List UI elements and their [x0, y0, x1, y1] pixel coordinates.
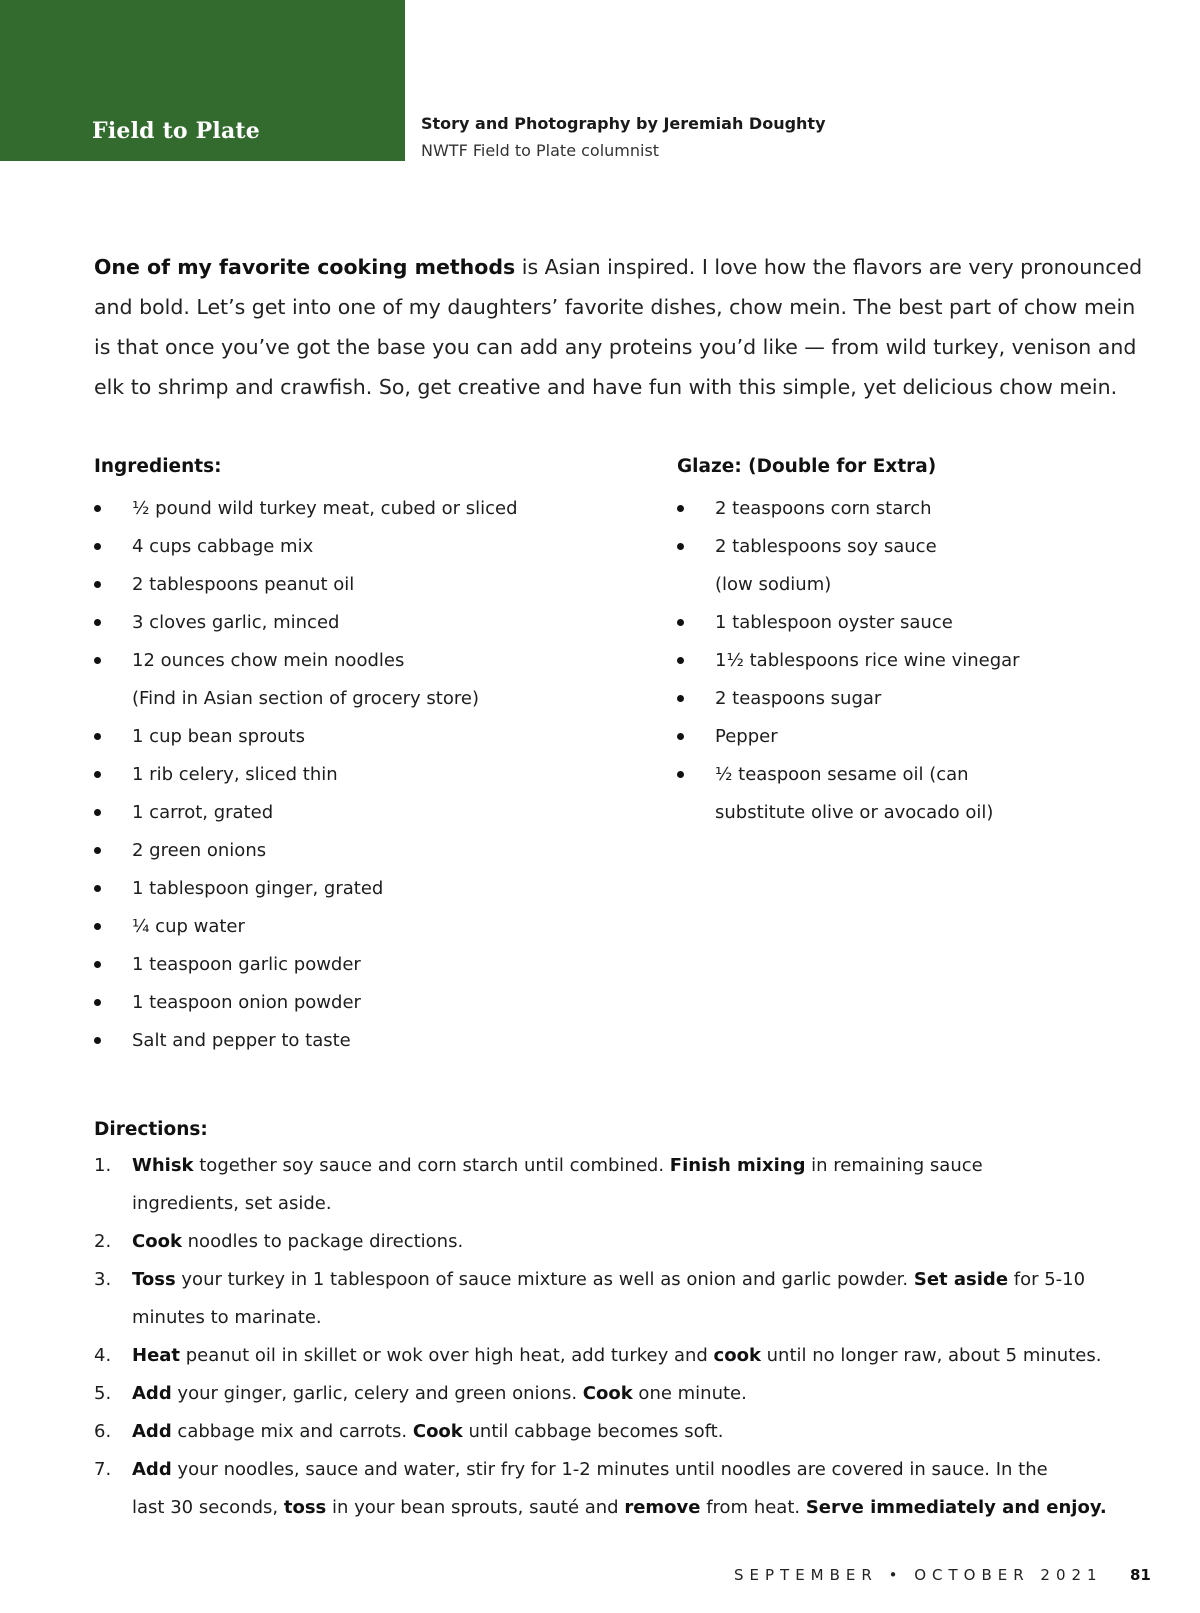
- step-text: noodles to package directions.: [181, 1231, 464, 1252]
- ingredients-item-text: Salt and pepper to taste: [132, 1030, 351, 1051]
- direction-step: [94, 1223, 1154, 1261]
- step-text: last 30 seconds,: [132, 1497, 284, 1518]
- ingredients-item-text: 2 green onions: [132, 840, 267, 861]
- ingredients-item-text: 1 teaspoon onion powder: [132, 992, 361, 1013]
- directions-heading: Directions:: [94, 1119, 208, 1140]
- bullet-icon: [94, 847, 101, 854]
- bullet-icon: [94, 657, 101, 664]
- step-line: [132, 1375, 1154, 1413]
- step-text: for 5-10: [1008, 1269, 1086, 1290]
- ingredients-item-text: 1 carrot, grated: [132, 802, 274, 823]
- ingredients-item: [94, 566, 614, 604]
- step-action: Add: [132, 1459, 172, 1480]
- ingredients-item: [94, 528, 614, 566]
- step-text: cabbage mix and carrots.: [171, 1421, 413, 1442]
- glaze-item-text: 1 tablespoon oyster sauce: [715, 612, 953, 633]
- step-line: [132, 1261, 1154, 1299]
- step-number: 5.: [94, 1383, 112, 1404]
- step-text: ingredients, set aside.: [132, 1193, 332, 1214]
- bullet-icon: [677, 657, 684, 664]
- step-text: your noodles, sauce and water, stir fry for 1-2 minutes until noodles are covered in sauce. In the: [171, 1459, 1048, 1480]
- ingredients-item: [94, 642, 614, 718]
- ingredients-item: [94, 984, 614, 1022]
- glaze-item: [677, 718, 1157, 756]
- step-text: until no longer raw, about 5 minutes.: [760, 1345, 1102, 1366]
- glaze-item: [677, 642, 1157, 680]
- ingredients-item: [94, 604, 614, 642]
- step-action: Whisk: [132, 1155, 194, 1176]
- ingredients-item: [94, 908, 614, 946]
- glaze-item: [677, 490, 1157, 528]
- glaze-item-text: 2 teaspoons sugar: [715, 688, 882, 709]
- author-role: NWTF Field to Plate columnist: [421, 141, 660, 160]
- ingredients-item-text: 1 cup bean sprouts: [132, 726, 305, 747]
- step-text: your ginger, garlic, celery and green onions.: [171, 1383, 583, 1404]
- ingredients-item: [94, 832, 614, 870]
- step-number: 3.: [94, 1269, 112, 1290]
- ingredients-item-text: ½ pound wild turkey meat, cubed or sliced: [132, 498, 518, 519]
- bullet-icon: [677, 619, 684, 626]
- step-action: Add: [132, 1383, 172, 1404]
- step-number: 2.: [94, 1231, 112, 1252]
- step-text: peanut oil in skillet or wok over high heat, add turkey and: [180, 1345, 714, 1366]
- bullet-icon: [677, 543, 684, 550]
- page-number: 81: [1130, 1566, 1151, 1584]
- bullet-icon: [677, 733, 684, 740]
- ingredients-item-text: 4 cups cabbage mix: [132, 536, 314, 557]
- step-action: toss: [283, 1497, 327, 1518]
- glaze-item: [677, 604, 1157, 642]
- bullet-icon: [677, 695, 684, 702]
- directions-list: [94, 1147, 1154, 1527]
- step-action: Cook: [582, 1383, 633, 1404]
- ingredients-item-text: 1 teaspoon garlic powder: [132, 954, 361, 975]
- step-action: Serve immediately and enjoy.: [805, 1497, 1107, 1518]
- step-action: Set aside: [913, 1269, 1009, 1290]
- step-line: [132, 1223, 1154, 1261]
- step-line: [132, 1489, 1154, 1527]
- ingredients-item: [94, 718, 614, 756]
- step-action: Add: [132, 1421, 172, 1442]
- step-number: 4.: [94, 1345, 112, 1366]
- glaze-list: [677, 490, 1157, 832]
- ingredients-item: [94, 490, 614, 528]
- step-number: 1.: [94, 1155, 112, 1176]
- bullet-icon: [94, 543, 101, 550]
- ingredients-item: [94, 794, 614, 832]
- section-banner: [0, 0, 405, 161]
- glaze-item: [677, 528, 1157, 604]
- ingredients-item: [94, 756, 614, 794]
- ingredients-list: [94, 490, 614, 1060]
- ingredients-item-text: ¼ cup water: [132, 916, 245, 937]
- step-text: together soy sauce and corn starch until combined.: [193, 1155, 670, 1176]
- intro-lead: One of my favorite cooking methods: [94, 255, 516, 279]
- ingredients-item-note: (Find in Asian section of grocery store): [132, 688, 479, 709]
- glaze-item-text: 1½ tablespoons rice wine vinegar: [715, 650, 1020, 671]
- direction-step: [94, 1337, 1154, 1375]
- glaze-heading: Glaze: (Double for Extra): [677, 456, 937, 477]
- glaze-item-text: ½ teaspoon sesame oil (can: [715, 764, 969, 785]
- byline: [421, 110, 826, 164]
- ingredients-item-text: 3 cloves garlic, minced: [132, 612, 340, 633]
- bullet-icon: [94, 885, 101, 892]
- ingredients-item-text: 1 tablespoon ginger, grated: [132, 878, 384, 899]
- step-text: until cabbage becomes soft.: [462, 1421, 724, 1442]
- ingredients-item-text: 1 rib celery, sliced thin: [132, 764, 338, 785]
- direction-step: [94, 1147, 1154, 1223]
- issue-date: SEPTEMBER • OCTOBER 2021: [734, 1566, 1103, 1584]
- ingredients-item-text: 2 tablespoons peanut oil: [132, 574, 355, 595]
- glaze-item-text: 2 teaspoons corn starch: [715, 498, 932, 519]
- ingredients-item: [94, 946, 614, 984]
- ingredients-item: [94, 1022, 614, 1060]
- directions-section: [94, 1115, 1154, 1527]
- step-action: Heat: [132, 1345, 181, 1366]
- bullet-icon: [94, 771, 101, 778]
- step-line: [132, 1185, 1154, 1223]
- ingredients-item-text: 12 ounces chow mein noodles: [132, 650, 405, 671]
- step-line: [132, 1413, 1154, 1451]
- intro-paragraph: [94, 247, 1144, 407]
- direction-step: [94, 1375, 1154, 1413]
- ingredients-item: [94, 870, 614, 908]
- bullet-icon: [94, 923, 101, 930]
- step-number: 6.: [94, 1421, 112, 1442]
- step-line: [132, 1299, 1154, 1337]
- bullet-icon: [677, 505, 684, 512]
- step-action: remove: [624, 1497, 701, 1518]
- direction-step: [94, 1261, 1154, 1337]
- bullet-icon: [94, 1037, 101, 1044]
- bullet-icon: [94, 581, 101, 588]
- author-credit: Story and Photography by Jeremiah Doughty: [421, 114, 826, 133]
- section-title: Field to Plate: [92, 118, 260, 144]
- glaze-section: [677, 452, 1157, 832]
- direction-step: [94, 1413, 1154, 1451]
- ingredients-heading: Ingredients:: [94, 456, 222, 477]
- step-action: cook: [713, 1345, 761, 1366]
- step-text: one minute.: [632, 1383, 747, 1404]
- bullet-icon: [677, 771, 684, 778]
- step-action: Cook: [132, 1231, 182, 1252]
- bullet-icon: [94, 619, 101, 626]
- bullet-icon: [94, 733, 101, 740]
- glaze-item-note: (low sodium): [715, 574, 832, 595]
- step-line: [132, 1147, 1154, 1185]
- step-text: minutes to marinate.: [132, 1307, 322, 1328]
- bullet-icon: [94, 505, 101, 512]
- step-text: your turkey in 1 tablespoon of sauce mixture as well as onion and garlic powder.: [175, 1269, 914, 1290]
- glaze-item: [677, 756, 1157, 832]
- ingredients-section: [94, 452, 614, 1060]
- step-line: [132, 1337, 1154, 1375]
- step-text: in remaining sauce: [805, 1155, 983, 1176]
- step-number: 7.: [94, 1459, 112, 1480]
- bullet-icon: [94, 809, 101, 816]
- step-line: [132, 1451, 1154, 1489]
- direction-step: [94, 1451, 1154, 1527]
- step-text: in your bean sprouts, sauté and: [326, 1497, 625, 1518]
- intro-text: is Asian inspired. I love how the flavors are very pronounced and bold. Let’s get into one of my daughters’ favorite dishes, chow mein. The best part of chow mein is that once you’ve got the base you can add any proteins you’d like — from wild turkey, venison and elk to shrimp and crawfish. So, get creative and have fun with this simple, yet delicious chow mein.: [94, 255, 1143, 399]
- bullet-icon: [94, 999, 101, 1006]
- glaze-item-text: 2 tablespoons soy sauce: [715, 536, 937, 557]
- step-action: Finish mixing: [669, 1155, 806, 1176]
- glaze-item-note: substitute olive or avocado oil): [715, 802, 994, 823]
- step-action: Cook: [412, 1421, 463, 1442]
- step-text: from heat.: [700, 1497, 806, 1518]
- step-action: Toss: [132, 1269, 176, 1290]
- glaze-item-text: Pepper: [715, 726, 778, 747]
- bullet-icon: [94, 961, 101, 968]
- glaze-item: [677, 680, 1157, 718]
